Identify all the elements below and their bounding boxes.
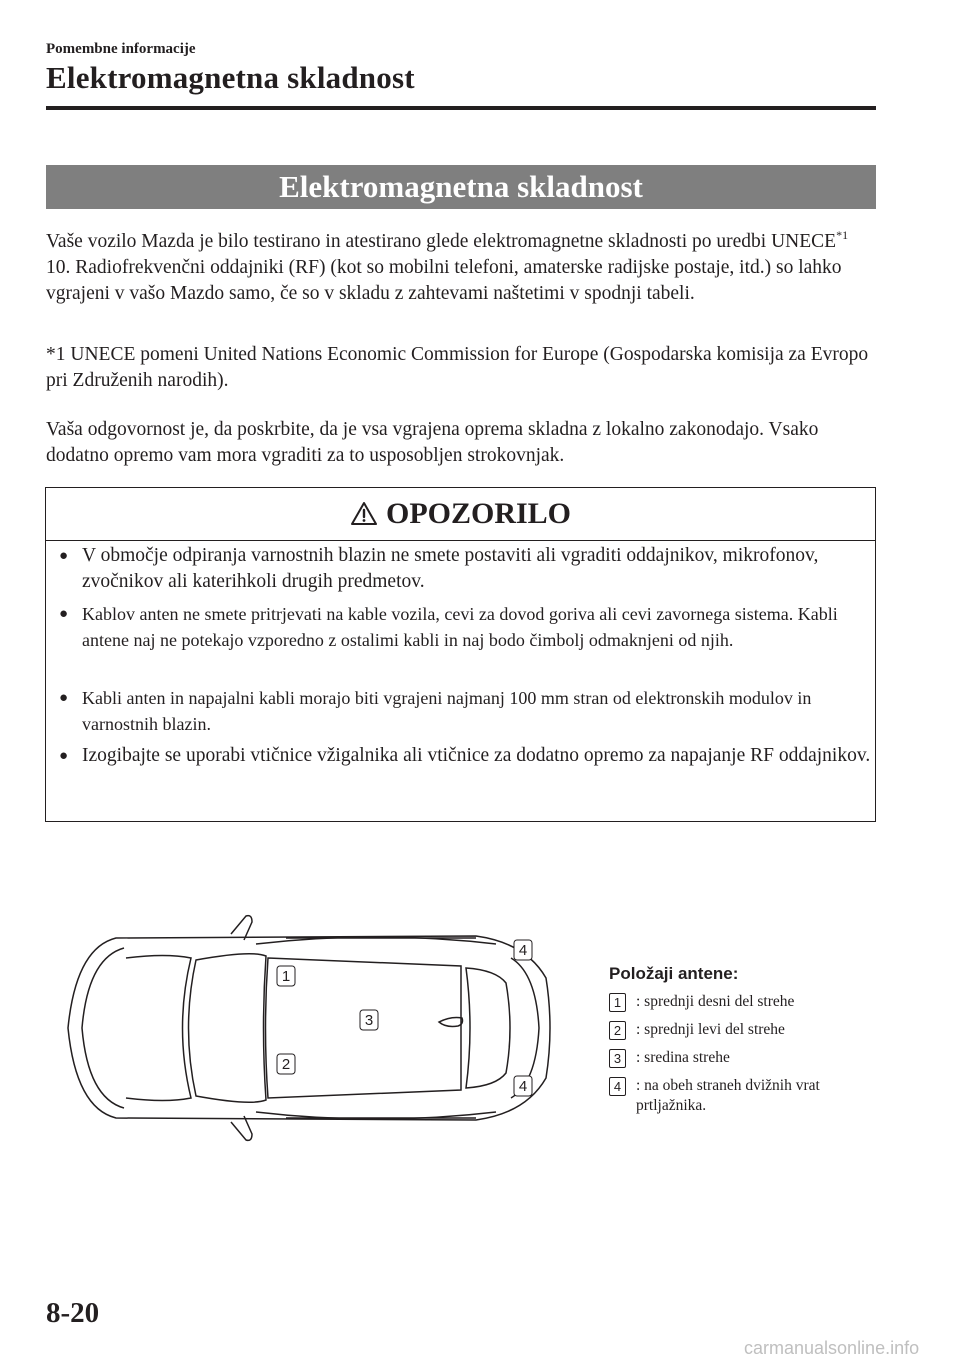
warning-header bbox=[46, 488, 875, 541]
watermark: carmanualsonline.info bbox=[744, 1338, 920, 1358]
legend-number: 2 bbox=[609, 1021, 626, 1040]
warning-item-text: Kablov anten ne smete pritrjevati na kable vozila, cevi za dovod goriva ali cevi zavornega sistema. Kabli antene naj ne potekajo vzporedno z ostalimi kabli in naj bodo čimbolj odmaknjeni od njih. bbox=[82, 604, 838, 650]
legend-text: : sredina strehe bbox=[636, 1049, 730, 1066]
warning-item bbox=[59, 685, 872, 737]
header-rule bbox=[46, 106, 876, 110]
bullet-icon: ● bbox=[59, 606, 69, 622]
section-title-bar: Elektromagnetna skladnost bbox=[46, 165, 876, 209]
warning-box bbox=[45, 487, 876, 822]
footnote-paragraph: *1 UNECE pomeni United Nations Economic Commission for Europe (Gospodarska komisija za Evropo pri Združenih narodih). bbox=[46, 344, 869, 391]
legend-item bbox=[606, 1076, 856, 1116]
warning-item bbox=[59, 743, 872, 769]
legend-number: 4 bbox=[609, 1077, 626, 1096]
warning-item-text: Kabli anten in napajalni kabli morajo biti vgrajeni najmanj 100 mm stran od elektronskih modulov in varnostnih blazin. bbox=[82, 688, 812, 734]
footnote-marker: *1 bbox=[836, 228, 849, 242]
legend-item bbox=[606, 992, 856, 1012]
warning-triangle-icon bbox=[350, 501, 378, 526]
warning-item bbox=[59, 543, 872, 595]
intro-text-after: 10. Radiofrekvenčni oddajniki (RF) (kot so mobilni telefoni, amaterske radijske postaje, itd.) so lahko vgrajeni v vašo Mazdo samo, če so v skladu z zahtevami naštetimi v spodnji tabeli. bbox=[46, 257, 842, 304]
section-label: Pomembne informacije bbox=[46, 41, 196, 57]
callout-label: 4 bbox=[518, 942, 528, 959]
legend-text: : sprednji desni del strehe bbox=[636, 993, 795, 1010]
callout-label: 3 bbox=[364, 1012, 374, 1029]
legend-number: 1 bbox=[609, 993, 626, 1012]
responsibility-paragraph: Vaša odgovornost je, da poskrbite, da je vsa vgrajena oprema skladna z lokalno zakonodajo. Vsako dodatno opremo vam mora vgraditi za to usposobljen strokovnjak. bbox=[46, 419, 819, 466]
legend-item bbox=[606, 1020, 856, 1040]
legend-item bbox=[606, 1048, 856, 1068]
legend-title: Položaji antene: bbox=[609, 964, 739, 983]
callout-label: 4 bbox=[518, 1078, 528, 1095]
antenna-legend bbox=[606, 964, 856, 1116]
bullet-icon: ● bbox=[59, 548, 69, 564]
legend-text: : na obeh straneh dvižnih vrat prtljažnika. bbox=[636, 1077, 820, 1114]
callout-label: 1 bbox=[281, 968, 291, 985]
callout-label: 2 bbox=[281, 1056, 291, 1073]
legend-number: 3 bbox=[609, 1049, 626, 1068]
warning-item bbox=[59, 601, 872, 653]
page-number: 8-20 bbox=[46, 1297, 100, 1329]
warning-title: OPOZORILO bbox=[385, 497, 572, 530]
bullet-icon: ● bbox=[59, 690, 69, 706]
warning-item-text: Izogibajte se uporabi vtičnice vžigalnika ali vtičnice za dodatno opremo za napajanje RF oddajnikov. bbox=[82, 745, 871, 766]
legend-text: : sprednji levi del strehe bbox=[636, 1021, 785, 1038]
intro-text-before: Vaše vozilo Mazda je bilo testirano in atestirano glede elektromagnetne skladnosti po uredbi UNECE bbox=[46, 231, 837, 252]
car-top-view-diagram bbox=[56, 908, 556, 1148]
intro-paragraph bbox=[46, 229, 876, 307]
chapter-title: Elektromagnetna skladnost bbox=[46, 60, 415, 95]
bullet-icon: ● bbox=[59, 748, 69, 764]
warning-item-text: V območje odpiranja varnostnih blazin ne smete postaviti ali vgraditi oddajnikov, mikrofonov, zvočnikov ali katerihkoli drugih predmetov. bbox=[82, 545, 819, 592]
